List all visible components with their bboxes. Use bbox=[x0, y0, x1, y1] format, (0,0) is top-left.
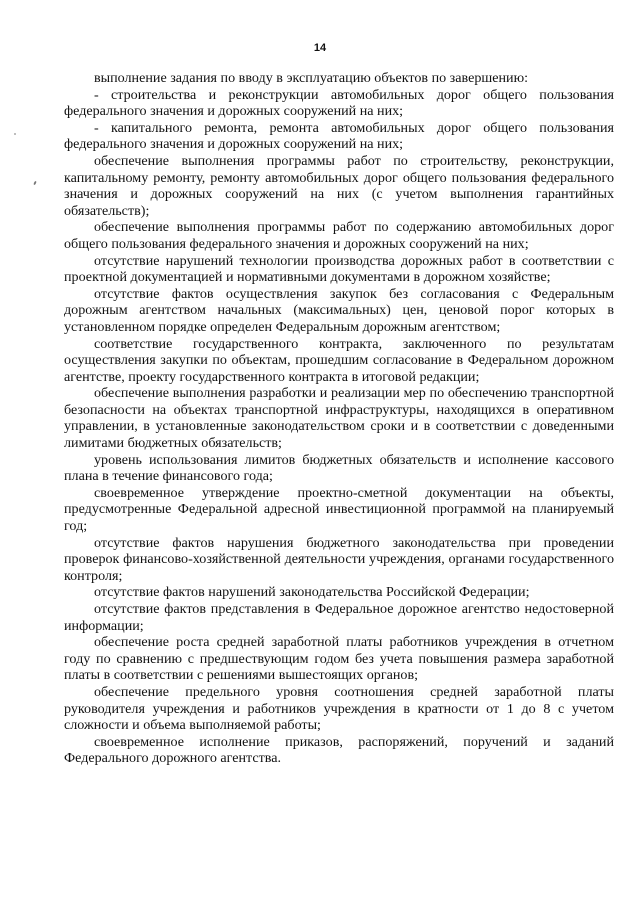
paragraph: отсутствие фактов осуществления закупок без согласования с Федеральным дорожным агентством начальных (максимальных) цен, ценовой порог которых в установленном порядке определен Федеральным дорожным агентством; bbox=[64, 285, 614, 335]
document-body bbox=[64, 70, 614, 767]
paragraph: обеспечение выполнения программы работ по строительству, реконструкции, капитальному ремонту, ремонту автомобильных дорог общего пользования федерального значения и дорожных сооружений на них (с учетом выполнения гарантийных обязательств); bbox=[64, 152, 614, 219]
list-item: - строительства и реконструкции автомобильных дорог общего пользования федерального значения и дорожных сооружений на них; bbox=[64, 86, 614, 120]
paragraph: обеспечение роста средней заработной платы работников учреждения в отчетном году по сравнению с предшествующим годом без учета повышения размера заработной платы в соответствии с решениями вышестоящих органов; bbox=[64, 634, 614, 684]
paragraph: отсутствие нарушений технологии производства дорожных работ в соответствии с проектной документацией и нормативными документами в дорожном хозяйстве; bbox=[64, 252, 614, 286]
paragraph: своевременное утверждение проектно-сметной документации на объекты, предусмотренные Федеральной адресной инвестиционной программой на планируемый год; bbox=[64, 484, 614, 535]
paragraph: уровень использования лимитов бюджетных обязательств и исполнение кассового плана в течение финансового года; bbox=[64, 451, 614, 485]
paragraph: отсутствие фактов нарушений законодательства Российской Федерации; bbox=[94, 584, 530, 601]
scan-speck bbox=[33, 181, 37, 185]
paragraph: обеспечение выполнения программы работ по содержанию автомобильных дорог общего пользования федерального значения и дорожных сооружений на них; bbox=[64, 219, 614, 252]
paragraph: отсутствие фактов нарушения бюджетного законодательства при проведении проверок финансово-хозяйственной деятельности учреждения, органами государственного контроля; bbox=[64, 534, 614, 584]
page-number: 14 bbox=[313, 42, 327, 54]
paragraph: обеспечение предельного уровня соотношения средней заработной платы руководителя учреждения и работников учреждения в кратности от 1 до 8 с учетом сложности и объема выполняемой работы; bbox=[64, 683, 614, 734]
paragraph: отсутствие фактов представления в Федеральное дорожное агентство недостоверной информации; bbox=[64, 601, 614, 634]
paragraph: выполнение задания по вводу в эксплуатацию объектов по завершению: bbox=[94, 70, 529, 86]
paragraph: своевременное исполнение приказов, распоряжений, поручений и заданий Федерального дорожного агентства. bbox=[64, 733, 614, 767]
scan-speck bbox=[14, 133, 16, 135]
list-item: - капитального ремонта, ремонта автомобильных дорог общего пользования федерального значения и дорожных сооружений на них; bbox=[64, 119, 614, 153]
paragraph: обеспечение выполнения разработки и реализации мер по обеспечению транспортной безопасности на объектах транспортной инфраструктуры, находящихся в оперативном управлении, в установленные законодательством сроки и в соответствии с доведенными лимитами бюджетных обязательств; bbox=[64, 385, 614, 452]
paragraph: соответствие государственного контракта, заключенного по результатам осуществления закупки по объектам, прошедшим согласование в Федеральном дорожном агентстве, проекту государственного контракта в итоговой редакции; bbox=[64, 335, 614, 385]
